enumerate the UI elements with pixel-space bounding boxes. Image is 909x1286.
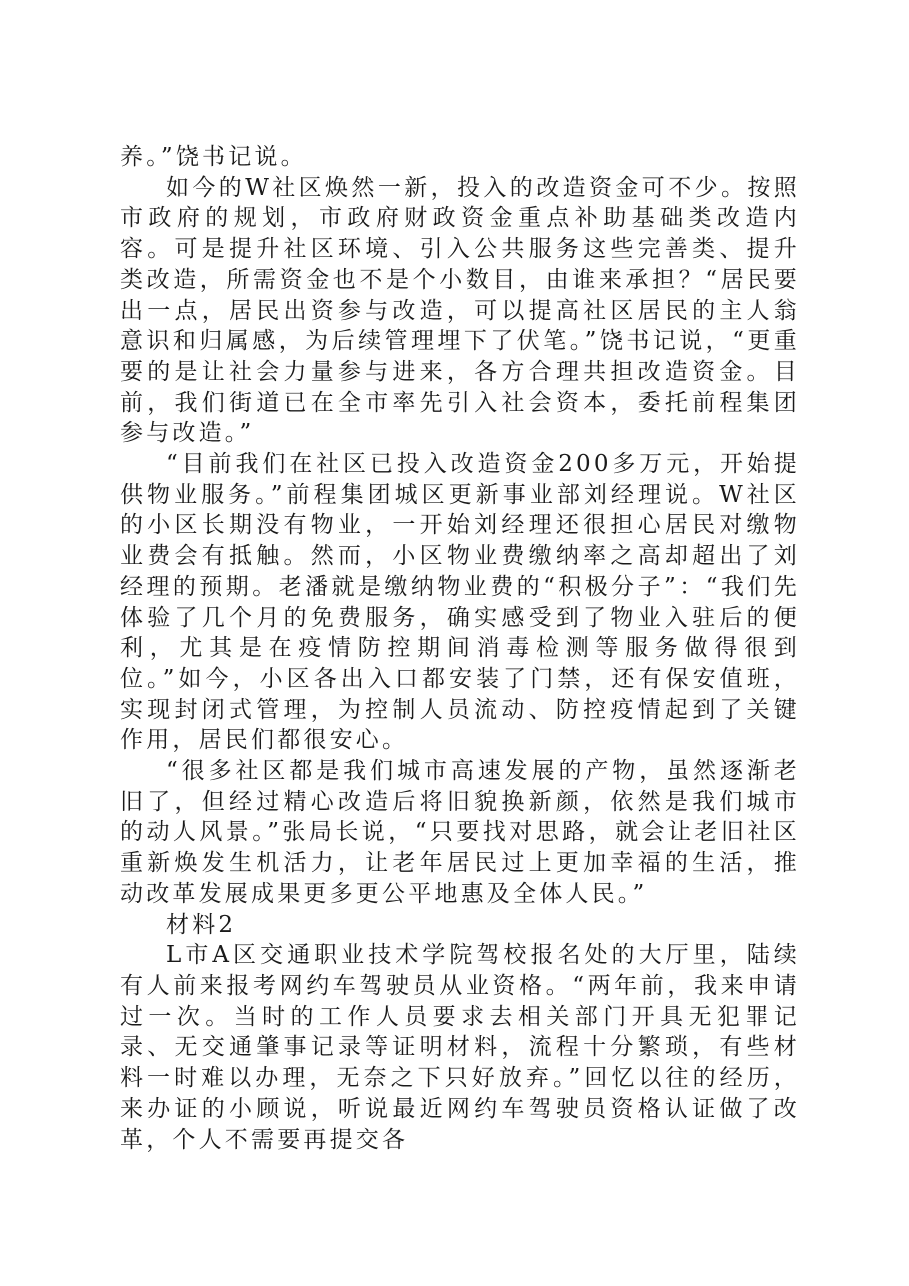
paragraph-director-quote: “很多社区都是我们城市高速发展的产物，虽然逐渐老旧了，但经过精心改造后将旧貌换新颜，依然是我们城市的动人风景。”张局长说，“只要找对思路，就会让老旧社区重新焕发生机活力，让老年居民过上更加幸福的生活，推动改革发展成果更多更公平地惠及全体人民。” (120, 758, 800, 907)
paragraph-community-funding: 如今的W社区焕然一新，投入的改造资金可不少。按照市政府的规划，市政府财政资金重点补助基础类改造内容。可是提升社区环境、引入公共服务这些完善类、提升类改造，所需资金也不是个小数目，由谁来承担？“居民要出一点，居民出资参与改造，可以提高社区居民的主人翁意识和归属感，为后续管理埋下了伏笔。”饶书记说，“更重要的是让社会力量参与进来，各方合理共担改造资金。目前，我们街道已在全市率先引入社会资本，委托前程集团参与改造。” (120, 174, 800, 447)
paragraph-driver-qualification: L市A区交通职业技术学院驾校报名处的大厅里，陆续有人前来报考网约车驾驶员从业资格。“两年前，我来申请过一次。当时的工作人员要求去相关部门开具无犯罪记录、无交通肇事记录等证明材料，流程十分繁琐，有些材料一时难以办理，无奈之下只好放弃。”回忆以往的经历，来办证的小顾说，听说最近网约车驾驶员资格认证做了改革，个人不需要再提交各 (120, 942, 800, 1153)
paragraph-continuation: 养。”饶书记说。 (120, 144, 307, 170)
section-heading-material-2: 材料2 (166, 911, 237, 938)
paragraph-property-service: “目前我们在社区已投入改造资金200多万元，开始提供物业服务。”前程集团城区更新事业部刘经理说。W社区的小区长期没有物业，一开始刘经理还很担心居民对缴物业费会有抵触。然而，小区物业费缴纳率之高却超出了刘经理的预期。老潘就是缴纳物业费的“积极分子”：“我们先体验了几个月的免费服务，确实感受到了物业入驻后的便利，尤其是在疫情防控期间消毒检测等服务做得很到位。”如今，小区各出入口都安装了门禁，还有保安值班，实现封闭式管理，为控制人员流动、防控疫情起到了关键作用，居民们都很安心。 (120, 451, 800, 754)
document-body (120, 142, 800, 1155)
